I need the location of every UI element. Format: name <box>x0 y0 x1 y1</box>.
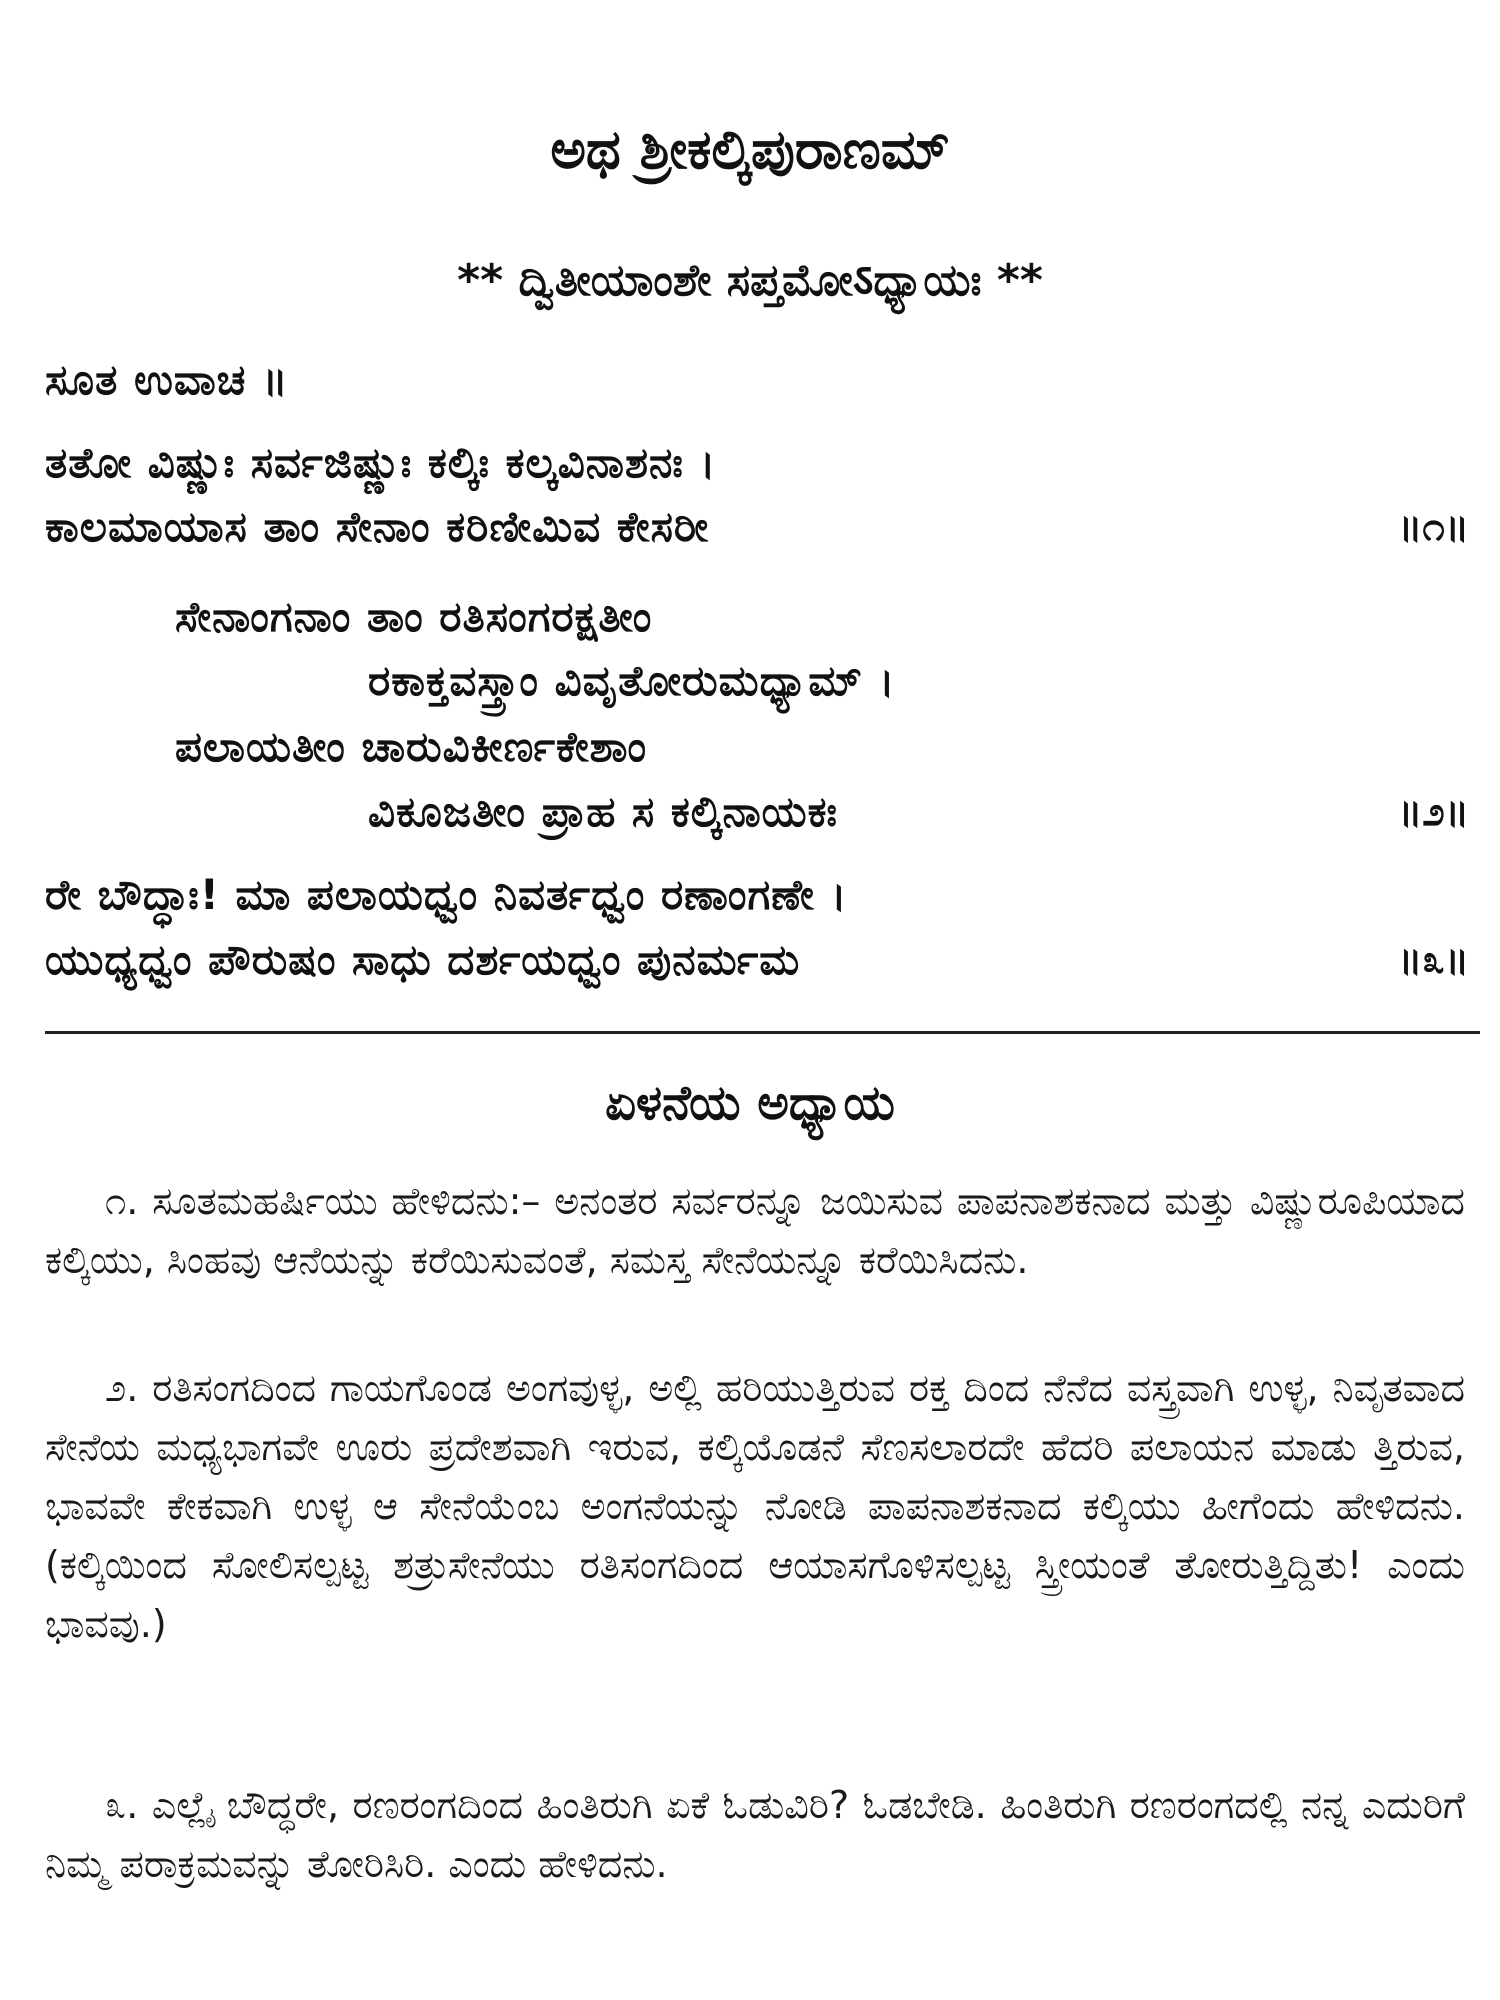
verse-2-line-2: ರಕಾಕ್ತವಸ್ತ್ರಾಂ ವಿವೃತೋರುಮಧ್ಯಾಮ್ । <box>368 656 896 705</box>
section-divider <box>45 1031 1480 1034</box>
verse-1-line-1: ತತೋ ವಿಷ್ಣುಃ ಸರ್ವಜಿಷ್ಣುಃ ಕಲ್ಕಿಃ ಕಲ್ಕವಿನಾಶನಃ । <box>45 438 717 487</box>
translation-paragraph-2-text: ೨. ರತಿಸಂಗದಿಂದ ಗಾಯಗೊಂಡ ಅಂಗವುಳ್ಳ, ಅಲ್ಲಿ ಹರಿಯುತ್ತಿರುವ ರಕ್ತ ದಿಂದ ನೆನೆದ ವಸ್ತ್ರವಾಗಿ ಉಳ್ಳ, ನಿವೃತವಾದ ಸೇನೆಯ ಮಧ್ಯಭಾಗವೇ ಊರು ಪ್ರದೇಶವಾಗಿ ಇರುವ, ಕಲ್ಕಿಯೊಡನೆ ಸೆಣಸಲಾರದೇ ಹೆದರಿ ಪಲಾಯನ ಮಾಡು ತ್ತಿರುವ, ಭಾವವೇ ಕೇಕವಾಗಿ ಉಳ್ಳ ಆ ಸೇನೆಯೆಂಬ ಅಂಗನೆಯನ್ನು ನೋಡಿ ಪಾಪನಾಶಕನಾದ ಕಲ್ಕಿಯು ಹೀಗೆಂದು ಹೇಳಿದನು. (ಕಲ್ಕಿಯಿಂದ ಸೋಲಿಸಲ್ಪಟ್ಟ ಶತ್ರುಸೇನೆಯು ರತಿಸಂಗದಿಂದ ಆಯಾಸಗೊಳಿಸಲ್ಪಟ್ಟ ಸ್ತ್ರೀಯಂತೆ ತೋರುತ್ತಿದ್ದಿತು! ಎಂದು ಭಾವವು.) <box>45 1366 1465 1646</box>
verse-3-line-1: ರೇ ಬೌದ್ಧಾಃ! ಮಾ ಪಲಾಯಧ್ವಂ ನಿವರ್ತಧ್ವಂ ರಣಾಂಗಣೇ । <box>45 870 848 919</box>
verse-2-line-1: ಸೇನಾಂಗನಾಂ ತಾಂ ರತಿಸಂಗರಕ್ಷತೀಂ <box>175 592 653 641</box>
verse-1-number: ॥೧॥ <box>1398 504 1470 550</box>
kannada-chapter-heading: ಏಳನೆಯ ಅಧ್ಯಾಯ <box>605 1075 895 1131</box>
book-title: ಅಥ ಶ್ರೀಕಲ್ಕಿಪುರಾಣಮ್ <box>550 118 950 181</box>
translation-paragraph-1-text: ೧. ಸೂತಮಹರ್ಷಿಯು ಹೇಳಿದನು:– ಅನಂತರ ಸರ್ವರನ್ನೂ ಜಯಿಸುವ ಪಾಪನಾಶಕನಾದ ಮತ್ತು ವಿಷ್ಣುರೂಪಿಯಾದ ಕಲ್ಕಿಯು, ಸಿಂಹವು ಆನೆಯನ್ನು ಕರೆಯಿಸುವಂತೆ, ಸಮಸ್ತ ಸೇನೆಯನ್ನೂ ಕರೆಯಿಸಿದನು. <box>45 1179 1465 1282</box>
chapter-title: ** ದ್ವಿತೀಯಾಂಶೇ ಸಪ್ತಮೋऽಧ್ಯಾಯಃ ** <box>457 255 1043 306</box>
verse-1-line-2: ಕಾಲಮಾಯಾಸ ತಾಂ ಸೇನಾಂ ಕರಿಣೀಮಿವ ಕೇಸರೀ <box>45 502 710 551</box>
translation-paragraph-3-text: ೩. ಎಲ್ಲೈ ಬೌದ್ಧರೇ, ರಣರಂಗದಿಂದ ಹಿಂತಿರುಗಿ ಏಕೆ ಓಡುವಿರಿ? ಓಡಬೇಡಿ. ಹಿಂತಿರುಗಿ ರಣರಂಗದಲ್ಲಿ ನನ್ನ ಎದುರಿಗೆ ನಿಮ್ಮ ಪರಾಕ್ರಮವನ್ನು ತೋರಿಸಿರಿ. ಎಂದು ಹೇಳಿದನು. <box>45 1783 1465 1886</box>
verse-2-number: ॥೨॥ <box>1398 789 1470 835</box>
verse-2-line-3: ಪಲಾಯತೀಂ ಚಾರುವಿಕೀರ್ಣಕೇಶಾಂ <box>175 722 648 771</box>
verse-3-line-2: ಯುಧ್ಯಧ್ವಂ ಪೌರುಷಂ ಸಾಧು ದರ್ಶಯಧ್ವಂ ಪುನರ್ಮಮ <box>45 935 801 984</box>
translation-paragraph-2 <box>45 1359 1465 1654</box>
speaker-line: ಸೂತ ಉವಾಚ ॥ <box>45 355 289 404</box>
translation-paragraph-1 <box>45 1172 1465 1290</box>
verse-3-number: ॥೩॥ <box>1398 937 1470 983</box>
verse-2-line-4: ವಿಕೂಜತೀಂ ಪ್ರಾಹ ಸ ಕಲ್ಕಿನಾಯಕಃ <box>368 787 839 836</box>
translation-paragraph-3 <box>45 1776 1465 1894</box>
